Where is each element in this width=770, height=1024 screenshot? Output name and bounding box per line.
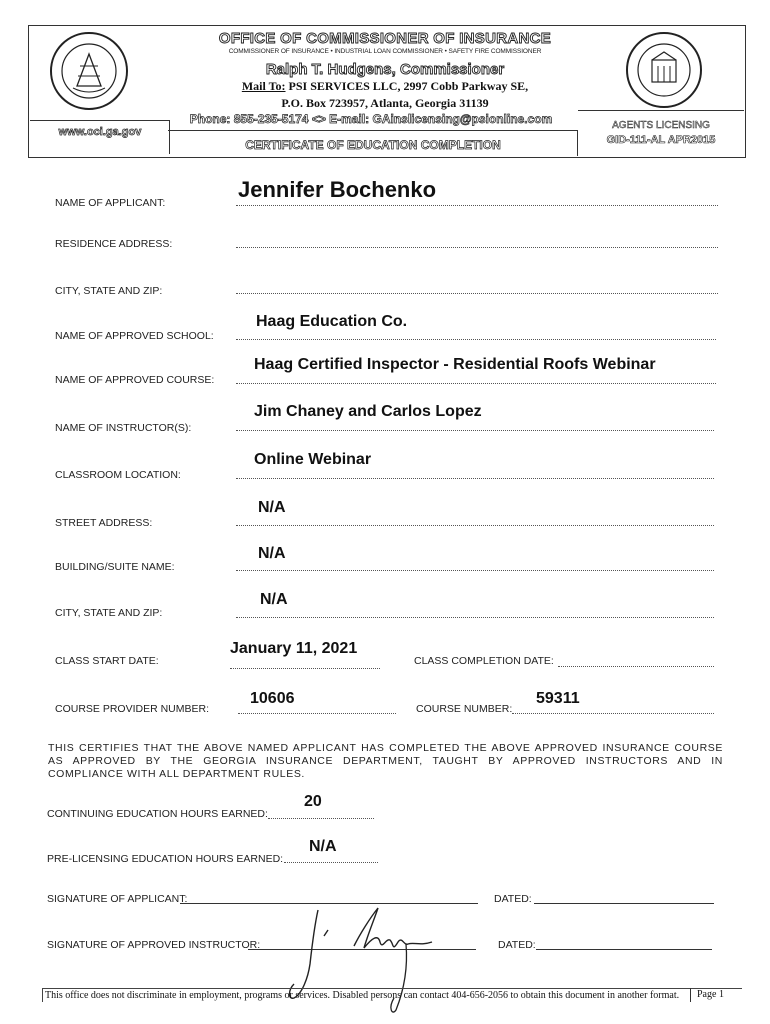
footer-notice: This office does not discriminate in employment, programs or services. Disabled persons can contact 404-656-2056 to obtain this document in another format. [42,988,742,1002]
city-state-zip-line[interactable] [236,293,718,294]
office-title: OFFICE OF COMMISSIONER OF INSURANCE [218,30,552,47]
instructor-line [236,430,714,431]
georgia-seal-right-icon [624,30,704,110]
ce-hours-value[interactable]: 20 [304,793,322,810]
city2-line [236,617,714,618]
instructor-signature-label: SIGNATURE OF APPROVED INSTRUCTOR: [47,939,261,951]
instructor-value[interactable]: Jim Chaney and Carlos Lopez [254,403,482,420]
instructor-label: NAME OF INSTRUCTOR(S): [55,422,192,434]
applicant-dated-label: DATED: [494,893,532,905]
applicant-label: NAME OF APPLICANT: [55,197,166,209]
building-label: BUILDING/SUITE NAME: [55,561,175,573]
applicant-signature-label: SIGNATURE OF APPLICANT: [47,893,188,905]
po-box: P.O. Box 723957, Atlanta, Georgia 31139 [281,96,489,110]
provider-value[interactable]: 10606 [250,690,295,707]
pre-hours-line [284,862,378,863]
pre-hours-value[interactable]: N/A [309,838,337,855]
mail-to-label: Mail To: [241,79,286,93]
completion-date-label: CLASS COMPLETION DATE: [414,655,554,667]
course-label: NAME OF APPROVED COURSE: [55,374,215,386]
course-number-label: COURSE NUMBER: [416,703,513,715]
school-line [236,339,716,340]
mail-to-line [150,79,620,94]
ce-hours-line [268,818,374,819]
provider-line [238,713,396,714]
course-number-value[interactable]: 59311 [536,690,580,707]
street-line [236,525,714,526]
residence-label: RESIDENCE ADDRESS: [55,238,173,250]
street-label: STREET ADDRESS: [55,517,153,529]
city-state-zip-label: CITY, STATE AND ZIP: [55,285,163,297]
form-id: GID-111-AL APR2015 [606,134,716,146]
completion-date-line[interactable] [558,666,714,667]
ce-hours-label: CONTINUING EDUCATION HOURS EARNED: [47,808,268,820]
course-number-line [512,713,714,714]
residence-line[interactable] [236,247,718,248]
instructor-dated-label: DATED: [498,939,536,951]
agents-licensing: AGENTS LICENSING [612,120,710,131]
city2-value[interactable]: N/A [260,591,288,608]
street-value[interactable]: N/A [258,499,286,516]
website-link[interactable]: www.oci.ga.gov [58,126,142,138]
office-subtitle: COMMISSIONER OF INSURANCE • INDUSTRIAL LOAN COMMISSIONER • SAFETY FIRE COMMISSIONER [228,48,542,55]
applicant-line [236,205,718,206]
applicant-dated-line[interactable] [534,903,714,904]
city2-label: CITY, STATE AND ZIP: [55,607,163,619]
certification-text: THIS CERTIFIES THAT THE ABOVE NAMED APPLICANT HAS COMPLETED THE ABOVE APPROVED INSURANCE COURSE AS APPROVED BY THE GEORGIA INSURANCE DEPARTMENT, TAUGHT BY APPROVED INSTRUCTORS AND IN COMPLIANCE WITH ALL DEPARTMENT RULES. [48,742,723,780]
agents-licensing-box [578,110,744,156]
school-label: NAME OF APPROVED SCHOOL: [55,330,214,342]
building-line [236,570,714,571]
start-date-label: CLASS START DATE: [55,655,159,667]
course-value[interactable]: Haag Certified Inspector - Residential Roofs Webinar [254,356,656,373]
start-date-line [230,668,380,669]
classroom-line [236,478,714,479]
instructor-dated-line[interactable] [536,949,712,950]
phone-email-line: Phone: 855-235-5174 <> E-mail: GAinslicensing@psionline.com [189,112,553,126]
mail-to-address: PSI SERVICES LLC, 2997 Cobb Parkway SE, [288,79,529,93]
page-number: Page 1 [690,988,753,1002]
applicant-value[interactable]: Jennifer Bochenko [238,177,437,202]
pre-hours-label: PRE-LICENSING EDUCATION HOURS EARNED: [47,853,284,865]
commissioner-name: Ralph T. Hudgens, Commissioner [265,61,505,78]
course-line [236,383,716,384]
certificate-title: CERTIFICATE OF EDUCATION COMPLETION [245,138,501,152]
classroom-label: CLASSROOM LOCATION: [55,469,181,481]
building-value[interactable]: N/A [258,545,286,562]
start-date-value[interactable]: January 11, 2021 [230,640,358,657]
classroom-value[interactable]: Online Webinar [254,451,372,468]
georgia-seal-left-icon [48,30,130,112]
school-value[interactable]: Haag Education Co. [256,313,408,330]
provider-label: COURSE PROVIDER NUMBER: [55,703,210,715]
